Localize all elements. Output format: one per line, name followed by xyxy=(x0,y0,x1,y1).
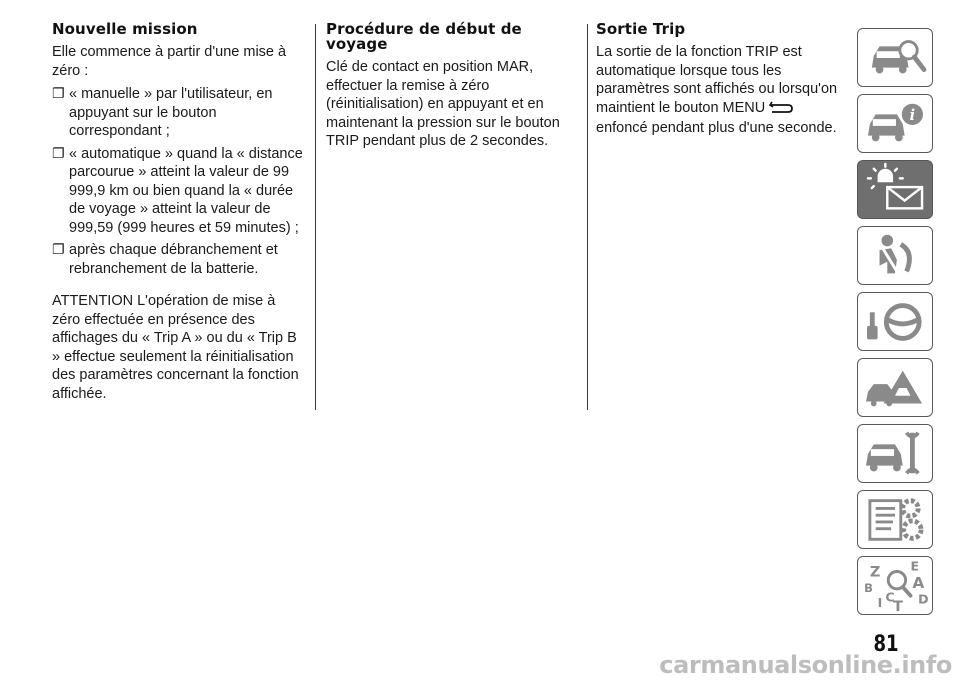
column-divider xyxy=(315,24,316,410)
attention-note: ATTENTION L'opération de mise à zéro effectuée en présence des affichages du « Trip A » ou du « Trip B » effectue seulement la réinitialisation des paramètres concernant la fonction affichée. xyxy=(52,293,299,402)
bullet-item xyxy=(52,145,304,238)
tab-warning-lights[interactable] xyxy=(857,160,933,219)
car-accident-warning-icon xyxy=(858,359,932,416)
index-letter: C xyxy=(885,589,895,605)
index-letter: I xyxy=(877,595,883,611)
column-debut-voyage xyxy=(326,22,580,156)
tab-starting-driving[interactable] xyxy=(857,292,933,351)
car-search-icon xyxy=(858,29,932,86)
tab-index[interactable] xyxy=(857,556,933,615)
column-sortie-trip xyxy=(596,22,846,143)
bullet-text: « manuelle » par l'utilisateur, en appuyant sur le bouton correspondant ; xyxy=(69,86,273,139)
heading-sortie-trip: Sortie Trip xyxy=(596,20,686,38)
sortie-trip-text xyxy=(596,43,846,138)
svg-text:i: i xyxy=(909,107,916,125)
page-number: 81 xyxy=(873,632,899,657)
watermark: carmanualsonline.info xyxy=(659,651,952,679)
sortie-trip-text-before: La sortie de la fonction TRIP est automatique lorsque tous les paramètres sont affichés ou lorsqu'on maintient le bouton MENU xyxy=(596,44,838,116)
column-nouvelle-mission xyxy=(52,22,304,408)
tab-safety[interactable] xyxy=(857,226,933,285)
alphabetical-index-icon xyxy=(858,557,932,614)
heading-debut-voyage: Procédure de début de voyage xyxy=(326,20,522,53)
debut-voyage-text: Clé de contact en position MAR, effectuer la remise à zéro (réinitialisation) en appuyant et en maintenant la pression sur le bouton TRIP pendant plus de 2 secondes. xyxy=(326,59,560,149)
key-steering-wheel-icon xyxy=(858,293,932,350)
heading-nouvelle-mission: Nouvelle mission xyxy=(52,20,198,38)
column-divider xyxy=(587,24,588,410)
sortie-trip-text-after: enfoncé pendant plus d'une seconde. xyxy=(596,120,837,136)
seatbelt-airbag-icon xyxy=(858,227,932,284)
car-info-icon xyxy=(858,95,932,152)
index-letter: E xyxy=(910,558,920,574)
tab-car-info[interactable] xyxy=(857,94,933,153)
technical-data-gear-icon xyxy=(858,491,932,548)
index-letter: B xyxy=(864,580,873,595)
bullet-item xyxy=(52,85,304,141)
car-maintenance-wrench-icon xyxy=(858,425,932,482)
index-letter: D xyxy=(918,591,929,607)
checkbox-bullet-icon: ❐ xyxy=(52,242,65,258)
intro-text: Elle commence à partir d'une mise à zéro : xyxy=(52,44,287,79)
bullet-item xyxy=(52,241,304,278)
tab-emergency[interactable] xyxy=(857,358,933,417)
index-letter: T xyxy=(893,599,903,614)
tab-maintenance[interactable] xyxy=(857,424,933,483)
checkbox-bullet-icon: ❐ xyxy=(52,145,65,162)
index-letter: Z xyxy=(869,564,881,581)
tab-car-search[interactable] xyxy=(857,28,933,87)
return-arrow-icon xyxy=(768,100,794,120)
bullet-text: « automatique » quand la « distance parcourue » atteint la valeur de 99 999,9 km ou bien quand la « durée de voyage » atteint la valeur de 999,59 (999 heures et 59 minutes) ; xyxy=(69,145,303,236)
index-letter: A xyxy=(912,573,925,592)
warning-light-message-icon xyxy=(858,161,932,218)
bullet-text: après chaque débranchement et rebranchement de la batterie. xyxy=(69,242,278,277)
checkbox-bullet-icon: ❐ xyxy=(52,86,65,102)
tab-technical-data[interactable] xyxy=(857,490,933,549)
